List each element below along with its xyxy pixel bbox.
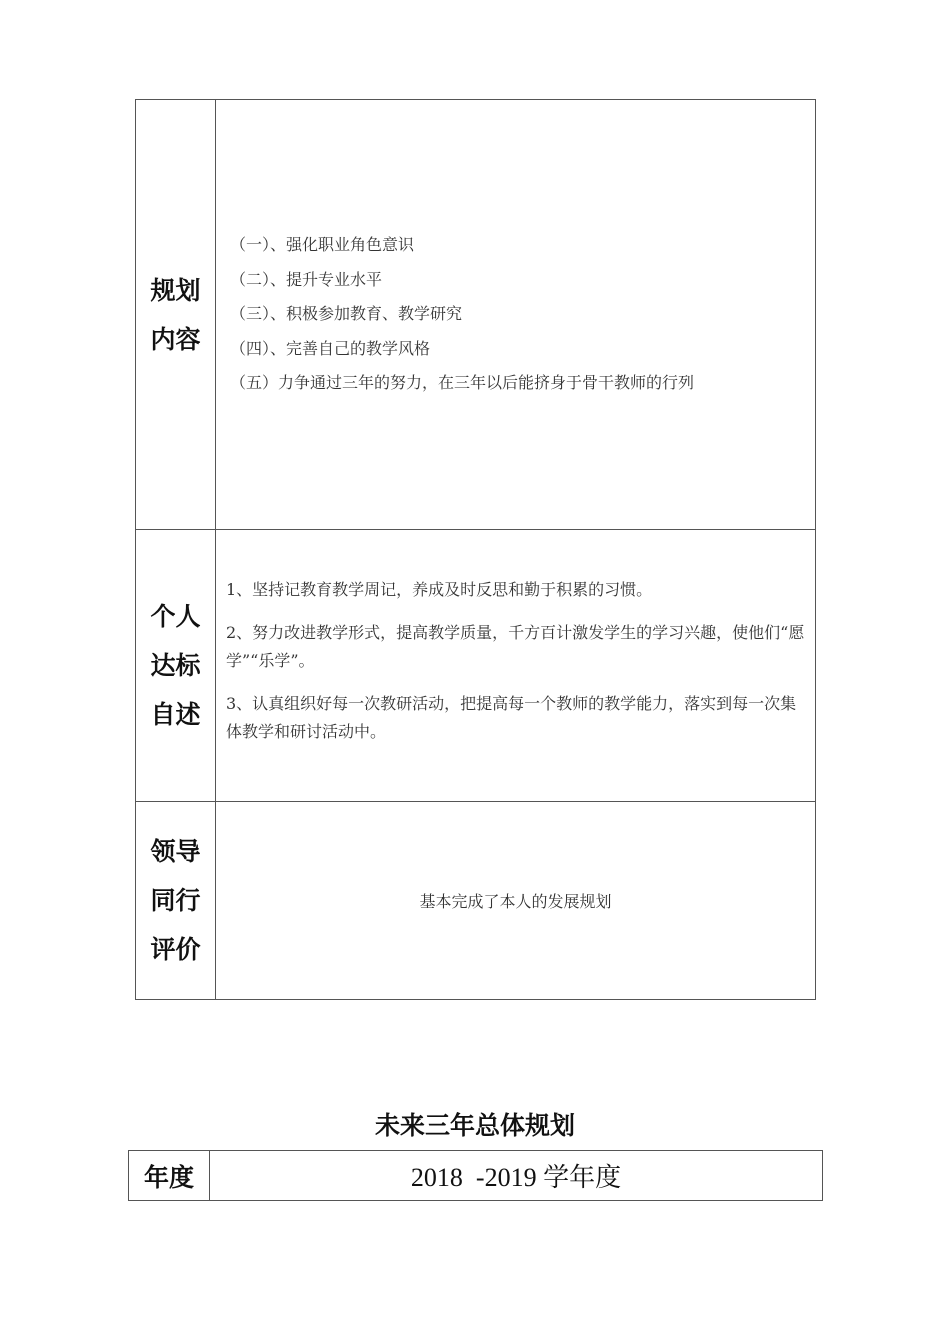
plan-list bbox=[230, 228, 694, 401]
self-statement-list bbox=[226, 576, 807, 761]
section-title: 未来三年总体规划 bbox=[374, 1111, 575, 1140]
plan-item-1: （一）、强化职业角色意识 bbox=[230, 235, 415, 254]
development-plan-table bbox=[135, 99, 816, 1000]
self-statement-label: 个人达标自述 bbox=[136, 530, 216, 801]
evaluation-text: 基本完成了本人的发展规划 bbox=[419, 892, 612, 911]
statement-item-3: 3、认真组织好每一次教研活动，把提高每一个教师的教学能力，落实到每一次集体教学和研讨活动中。 bbox=[226, 694, 797, 741]
plan-item-3: （三）、积极参加教育、教学研究 bbox=[230, 304, 463, 323]
plan-content-label: 规划内容 bbox=[136, 100, 216, 529]
plan-content-cell bbox=[216, 100, 815, 529]
evaluation-label: 领导同行评价 bbox=[136, 802, 216, 999]
statement-item-1: 1、坚持记教育教学周记，养成及时反思和勤于积累的习惯。 bbox=[226, 580, 653, 599]
statement-item-2: 2、努力改进教学形式，提高教学质量，千方百计激发学生的学习兴趣，使他们“愿学”“乐学”。 bbox=[226, 623, 805, 670]
self-statement-cell bbox=[216, 530, 815, 801]
year-label: 年度 bbox=[129, 1151, 210, 1200]
evaluation-row bbox=[136, 802, 815, 999]
evaluation-cell bbox=[216, 802, 815, 999]
year-value: 2018 -2019 学年度 bbox=[410, 1163, 622, 1192]
year-table bbox=[128, 1150, 823, 1201]
plan-item-4: （四）、完善自己的教学风格 bbox=[230, 338, 431, 358]
plan-content-row bbox=[136, 100, 815, 530]
plan-item-5: （五）力争通过三年的努力，在三年以后能挤身于骨干教师的行列 bbox=[230, 373, 695, 392]
self-statement-row bbox=[136, 530, 815, 802]
plan-item-2: （二）、提升专业水平 bbox=[230, 269, 383, 289]
